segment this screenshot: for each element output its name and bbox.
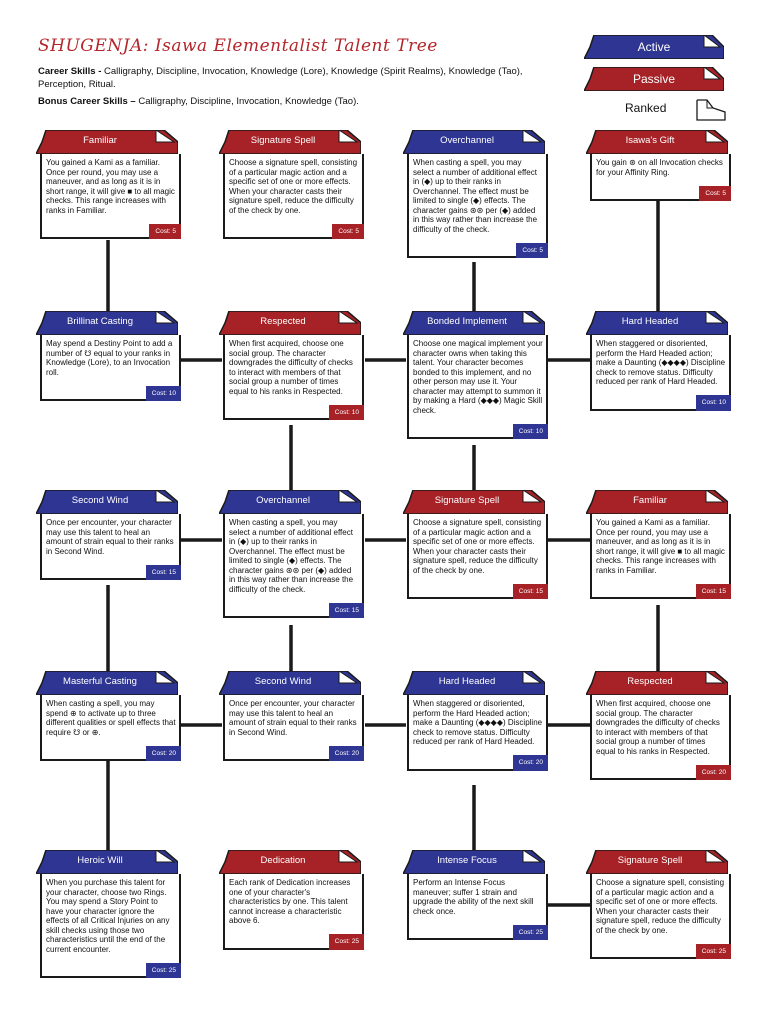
talent-body <box>40 335 181 401</box>
bonus-skills-label: Bonus Career Skills – <box>38 96 136 107</box>
talent-description: You gain ⊛ on all Invocation checks for your Affinity Ring. <box>596 158 723 177</box>
talent-description: When first acquired, choose one social group. The character downgrades the difficulty of checks to interact with members of that social group a number of times equal to his ranks in Respected. <box>596 699 720 756</box>
talent-name: Heroic Will <box>77 855 123 866</box>
talent-name: Familiar <box>83 135 117 146</box>
talent-body <box>40 154 181 239</box>
talent-name: Familiar <box>633 495 667 506</box>
talent-cost: Cost: 20 <box>513 755 548 771</box>
talent-body <box>590 874 731 959</box>
talent-header <box>403 490 545 514</box>
talent-card <box>403 311 545 439</box>
talent-description: When casting a spell, you may spend ⊕ to activate up to three different qualities or spell effects that require ☋ or ⊕. <box>46 699 176 737</box>
talent-description: You gained a Kami as a familiar. Once per round, you may use a maneuver, and as long as it is in short range, it will give ■ to all magic checks. This range increases with ranks in Familiar. <box>46 158 175 215</box>
talent-card <box>36 671 178 761</box>
talent-description: When you purchase this talent for your character, choose two Rings. You may spend a Story Point to have your character ignore the effects of all Critical Injuries on any skill checks using those two characteristics until the end of the current encounter. <box>46 878 170 954</box>
talent-cost: Cost: 25 <box>696 944 731 960</box>
talent-card <box>586 671 728 780</box>
talent-cost: Cost: 10 <box>696 395 731 411</box>
talent-description: Once per encounter, your character may use this talent to heal an amount of strain equal to their ranks in Second Wind. <box>46 518 174 556</box>
talent-card <box>219 490 361 618</box>
talent-description: Choose a signature spell, consisting of a particular magic action and a specific set of one or more effects. When your character casts their signature spell, reduce the difficulty of the check by one. <box>413 518 542 575</box>
talent-card <box>219 311 361 420</box>
talent-cost: Cost: 15 <box>513 584 548 600</box>
talent-header <box>219 671 361 695</box>
talent-header <box>36 671 178 695</box>
talent-name: Isawa's Gift <box>625 135 675 146</box>
talent-description: Choose a signature spell, consisting of a particular magic action and a specific set of one or more effects. When your character casts their signature spell, reduce the difficulty of the check by one. <box>229 158 358 215</box>
talent-body <box>407 514 548 599</box>
talent-body <box>223 874 364 950</box>
talent-card <box>219 671 361 761</box>
talent-body <box>407 695 548 771</box>
talent-header <box>403 311 545 335</box>
talent-body <box>223 695 364 761</box>
talent-body <box>223 514 364 618</box>
talent-body <box>40 874 181 978</box>
talent-card <box>403 130 545 258</box>
talent-name: Bonded Implement <box>427 316 507 327</box>
talent-name: Second Wind <box>254 676 312 687</box>
talent-card <box>219 130 361 239</box>
talent-cost: Cost: 10 <box>513 424 548 440</box>
talent-name: Second Wind <box>71 495 129 506</box>
talent-card <box>403 671 545 771</box>
talent-name: Brillinat Casting <box>67 316 133 327</box>
career-skills-text: Calligraphy, Discipline, Invocation, Knowledge (Lore), Knowledge (Spirit Realms), Knowledge (Tao), Perception, Ritual. <box>38 66 523 90</box>
talent-cost: Cost: 15 <box>696 584 731 600</box>
talent-header <box>219 130 361 154</box>
talent-card <box>403 490 545 599</box>
bonus-skills-text: Calligraphy, Discipline, Invocation, Knowledge (Tao). <box>135 96 359 107</box>
talent-body <box>590 514 731 599</box>
talent-cost: Cost: 10 <box>146 386 181 402</box>
talent-cost: Cost: 25 <box>146 963 181 979</box>
talent-card <box>219 850 361 950</box>
talent-cost: Cost: 25 <box>513 925 548 941</box>
talent-description: Choose one magical implement your character owns when taking this talent. Your character becomes bonded to this implement, and no other person may use it. Your character may attempt to summon it by making a Hard (◆◆◆) Magic Skill check. <box>413 339 543 415</box>
talent-header <box>403 850 545 874</box>
talent-name: Respected <box>260 316 306 327</box>
talent-card <box>36 311 178 401</box>
talent-name: Signature Spell <box>250 135 316 146</box>
talent-cost: Cost: 20 <box>146 746 181 762</box>
talent-name: Hard Headed <box>621 316 679 327</box>
talent-header <box>36 130 178 154</box>
talent-cost: Cost: 5 <box>332 224 364 240</box>
talent-description: Once per encounter, your character may use this talent to heal an amount of strain equal to their ranks in Second Wind. <box>229 699 357 737</box>
legend-active-label: Active <box>637 40 671 54</box>
talent-cost: Cost: 5 <box>699 186 731 202</box>
talent-name: Overchannel <box>440 135 494 146</box>
talent-name: Hard Headed <box>438 676 496 687</box>
talent-card <box>586 850 728 959</box>
talent-header <box>219 311 361 335</box>
talent-cost: Cost: 5 <box>149 224 181 240</box>
talent-body <box>40 695 181 761</box>
talent-description: Perform an Intense Focus maneuver; suffer 1 strain and upgrade the ability of the next skill check once. <box>413 878 534 916</box>
talent-header <box>586 490 728 514</box>
talent-card <box>586 490 728 599</box>
talent-cost: Cost: 20 <box>329 746 364 762</box>
talent-description: When staggered or disoriented, perform the Hard Headed action; make a Daunting (◆◆◆◆) Discipline check to remove status. Difficulty reduced per rank of Hard Headed. <box>596 339 726 386</box>
career-skills-label: Career Skills - <box>38 66 102 77</box>
talent-name: Respected <box>627 676 673 687</box>
talent-header <box>36 490 178 514</box>
talent-header <box>403 671 545 695</box>
talent-name: Intense Focus <box>437 855 497 866</box>
page-title: SHUGENJA: Isawa Elementalist Talent Tree <box>38 36 438 56</box>
talent-description: When staggered or disoriented, perform the Hard Headed action; make a Daunting (◆◆◆◆) Discipline check to remove status. Difficulty reduced per rank of Hard Headed. <box>413 699 543 746</box>
talent-card <box>36 130 178 239</box>
talent-name: Signature Spell <box>617 855 683 866</box>
talent-description: When casting a spell, you may select a number of additional effect in (◆) up to their ranks in Overchannel. The effect must be limited to single (◆) effects. The character gains ⊛⊛ per (◆) added in this way rather than increase the difficulty of the check. <box>229 518 354 594</box>
talent-header <box>586 311 728 335</box>
talent-cost: Cost: 20 <box>696 765 731 781</box>
talent-header <box>403 130 545 154</box>
talent-body <box>223 154 364 239</box>
talent-card <box>36 850 178 978</box>
talent-description: Each rank of Dedication increases one of your character's characteristics by one. This talent cannot increase a characteristic above 6. <box>229 878 351 925</box>
talent-body <box>590 335 731 411</box>
talent-cost: Cost: 5 <box>516 243 548 259</box>
talent-body <box>590 695 731 780</box>
talent-name: Signature Spell <box>434 495 500 506</box>
talent-header <box>586 850 728 874</box>
talent-header <box>36 850 178 874</box>
talent-header <box>586 130 728 154</box>
talent-card <box>586 311 728 411</box>
talent-body <box>407 154 548 258</box>
talent-cost: Cost: 15 <box>329 603 364 619</box>
talent-cost: Cost: 15 <box>146 565 181 581</box>
talent-description: May spend a Destiny Point to add a number of ☋ equal to your ranks in Knowledge (Lore), to an Invocation roll. <box>46 339 173 377</box>
talent-cost: Cost: 25 <box>329 934 364 950</box>
talent-description: When casting a spell, you may select a number of additional effect in (◆) up to their ranks in Overchannel. The effect must be limited to single (◆) effects. The character gains ⊛⊛ per (◆) added in this way rather than increase the difficulty of the check. <box>413 158 538 234</box>
talent-body <box>407 874 548 940</box>
talent-description: Choose a signature spell, consisting of a particular magic action and a specific set of one or more effects. When your character casts their signature spell, reduce the difficulty of the check by one. <box>596 878 725 935</box>
talent-name: Dedication <box>260 855 306 866</box>
talent-card <box>586 130 728 201</box>
talent-body <box>40 514 181 580</box>
legend-passive-label: Passive <box>632 72 676 86</box>
talent-card <box>403 850 545 940</box>
talent-name: Masterful Casting <box>63 676 137 687</box>
talent-header <box>586 671 728 695</box>
legend-ranked-label: Ranked <box>625 101 667 115</box>
talent-description: You gained a Kami as a familiar. Once per round, you may use a maneuver, and as long as it is in short range, it will give ■ to all magic checks. This range increases with ranks in Familiar. <box>596 518 725 575</box>
talent-name: Overchannel <box>256 495 310 506</box>
talent-header <box>219 850 361 874</box>
talent-body <box>590 154 731 201</box>
talent-header <box>219 490 361 514</box>
talent-cost: Cost: 10 <box>329 405 364 421</box>
talent-card <box>36 490 178 580</box>
talent-body <box>407 335 548 439</box>
talent-body <box>223 335 364 420</box>
talent-header <box>36 311 178 335</box>
talent-description: When first acquired, choose one social group. The character downgrades the difficulty of checks to interact with members of that social group a number of times equal to his ranks in Respected. <box>229 339 353 396</box>
